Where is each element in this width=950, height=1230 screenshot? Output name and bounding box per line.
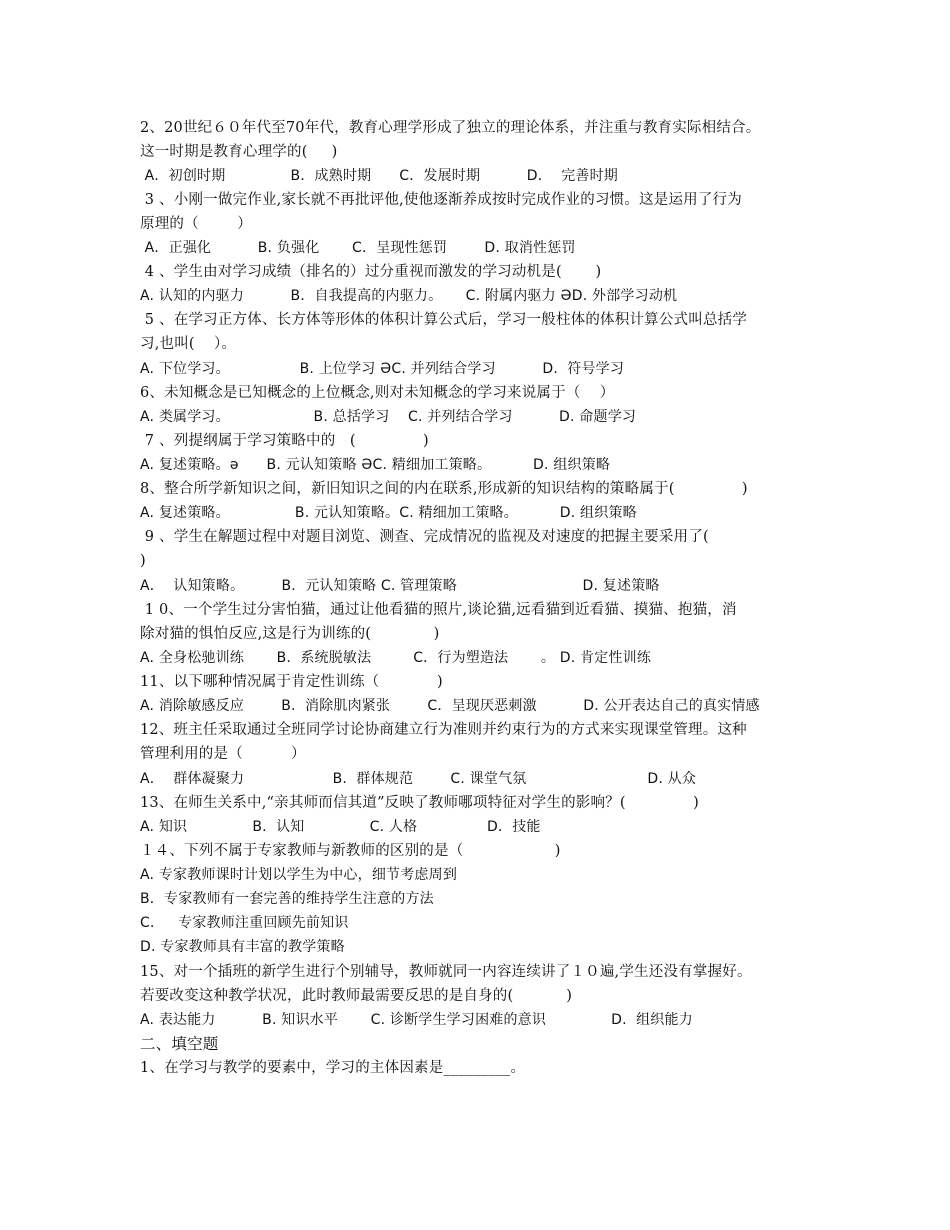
option-line: A. 专家教师课时计划以学生为中心，细节考虑周到 — [140, 867, 458, 883]
text-line: 管理利用的是（ ） — [140, 746, 306, 762]
option-line: A． 认知策略。 B. 元认知策略 C. 管理策略 D. 复述策略 — [140, 578, 660, 594]
text-line: 这一时期是教育心理学的( ) — [140, 144, 338, 160]
option-line: A． 群体凝聚力 B. 群体规范 C. 课堂气氛 D. 从众 — [140, 771, 697, 787]
option-line: A. 全身松驰训练 B. 系统脱敏法 C．行为塑造法 。 D. 肯定性训练 — [140, 650, 652, 666]
text-line: 15、对一个插班的新学生进行个别辅导，教师就同一内容连续讲了１０遍,学生还没有掌握好。 — [140, 964, 752, 980]
option-line: C． 专家教师注重回顾先前知识 — [140, 915, 349, 931]
option-line: A. 认知的内驱力 B．自我提高的内驱力。 C. 附属内驱力 ƏD. 外部学习动机 — [140, 288, 678, 304]
text-line: 4 、学生由对学习成绩（排名的）过分重视而激发的学习动机是( ) — [140, 264, 602, 280]
text-line: 习,也叫( ）。 — [140, 336, 237, 352]
text-line: 8、整合所学新知识之间，新旧知识之间的内在联系,形成新的知识结构的策略属于( ) — [140, 481, 748, 497]
option-line: A. 复述策略。ə B. 元认知策略 ƏC. 精细加工策略。 D. 组织策略 — [140, 457, 611, 473]
option-line: A. 类属学习。 B. 总括学习 C. 并列结合学习 D. 命题学习 — [140, 409, 637, 425]
text-line: 6、未知概念是已知概念的上位概念,则对未知概念的学习来说属于（ ） — [140, 385, 615, 401]
text-line: 7 、列提纲属于学习策略中的 ( ) — [140, 433, 429, 449]
option-line: A．初创时期 B．成熟时期 C．发展时期 D． 完善时期 — [140, 168, 618, 184]
text-line: 12、班主任采取通过全班同学讨论协商建立行为准则并约束行为的方式来实现课堂管理。这种 — [140, 722, 747, 738]
text-line: 2、20世纪６０年代至70年代，教育心理学形成了独立的理论体系，并注重与教育实际相结合。 — [140, 120, 761, 136]
text-line: 11、以下哪种情况属于肯定性训练（ ) — [140, 674, 443, 690]
text-line: 原理的（ ） — [140, 216, 252, 232]
text-line: 9 、学生在解题过程中对题目浏览、测查、完成情况的监视及对速度的把握主要采用了( — [140, 529, 709, 545]
text-line: 1 0、一个学生过分害怕猫，通过让他看猫的照片,谈论猫,远看猫到近看猫、摸猫、抱猫，消 — [140, 602, 737, 618]
option-line: A. 表达能力 B. 知识水平 C. 诊断学生学习困难的意识 D. 组织能力 — [140, 1012, 693, 1028]
option-line: A. 下位学习。 B. 上位学习 ƏC. 并列结合学习 D. 符号学习 — [140, 361, 625, 377]
option-line: A. 知识 B. 认知 C. 人格 D．技能 — [140, 819, 541, 835]
option-line: A．正强化 B. 负强化 C．呈现性惩罚 D. 取消性惩罚 — [140, 240, 576, 256]
text-line: 5 、在学习正方体、长方体等形体的体积计算公式后，学习一般柱体的体积计算公式叫总括学 — [140, 312, 748, 328]
text-line: 1、在学习与教学的要素中，学习的主体因素是_________。 — [140, 1060, 526, 1076]
text-line: ) — [140, 553, 146, 569]
option-line: A. 消除敏感反应 B. 消除肌肉紧张 C．呈现厌恶刺激 D. 公开表达自己的真实情感 — [140, 698, 760, 714]
text-line: １４、下列不属于专家教师与新教师的区别的是（ ) — [140, 843, 561, 859]
option-line: A. 复述策略。 B. 元认知策略。C. 精细加工策略。 D. 组织策略 — [140, 505, 637, 521]
text-line: 3 、小刚一做完作业,家长就不再批评他,使他逐渐养成按时完成作业的习惯。这是运用了行为 — [140, 192, 742, 208]
section-heading: 二、填空题 — [140, 1035, 219, 1053]
text-line: 若要改变这种教学状况，此时教师最需要反思的是自身的( ) — [140, 988, 573, 1004]
text-line: 13、在师生关系中,“亲其师而信其道”反映了教师哪项特征对学生的影响？( ) — [140, 795, 699, 811]
text-line: 除对猫的惧怕反应,这是行为训练的( ) — [140, 626, 440, 642]
option-line: D. 专家教师具有丰富的教学策略 — [140, 939, 345, 955]
option-line: B．专家教师有一套完善的维持学生注意的方法 — [140, 891, 434, 907]
